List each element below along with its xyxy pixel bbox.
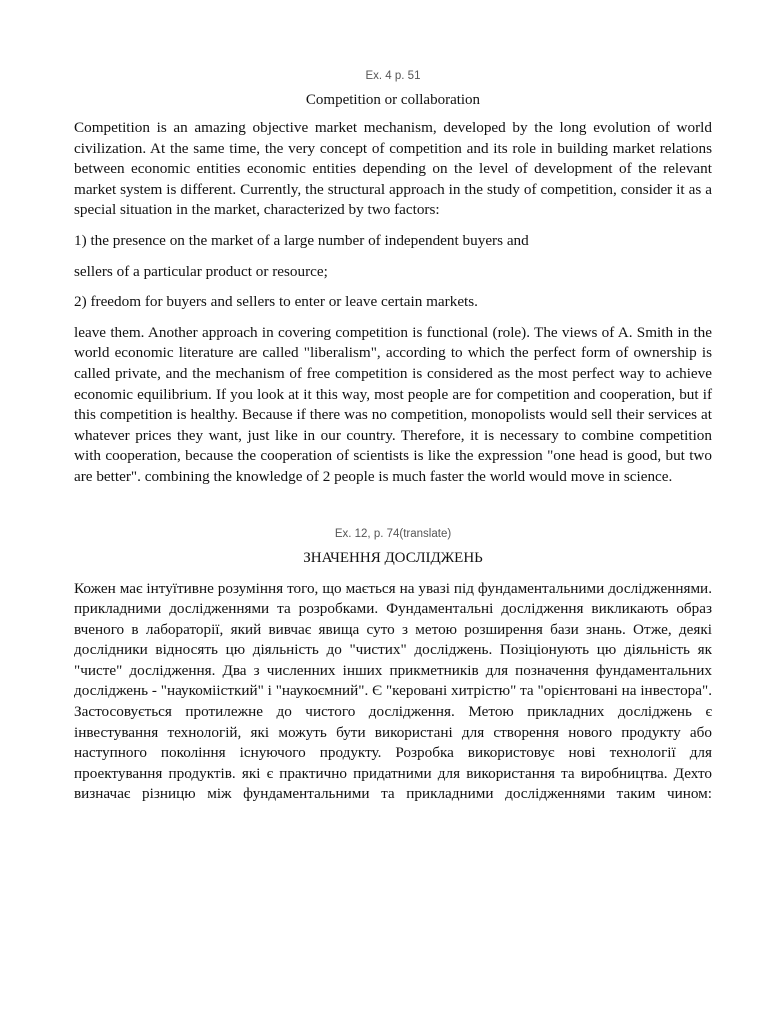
list-item-factor-1-continued: sellers of a particular product or resource; <box>74 262 328 280</box>
section-title-competition: Competition or collaboration <box>305 92 481 108</box>
list-item-factor-2: 2) freedom for buyers and sellers to enter or leave certain markets. <box>74 293 478 311</box>
document-page <box>74 0 712 805</box>
exercise-label-ex12: Ex. 12, p. 74(translate) <box>334 527 452 540</box>
list-item-factor-1: 1) the presence on the market of a large number of independent buyers and <box>74 231 529 249</box>
section-title-research-meaning: ЗНАЧЕННЯ ДОСЛІДЖЕНЬ <box>303 549 483 566</box>
paragraph-competition-intro: Competition is an amazing objective market mechanism, developed by the long evolution of world civilization. At the same time, the very concept of competition and its role in building market relations between economic entities economic entities depending on the level of development of the relevant market system is different. Currently, the structural approach in the study of competition, consider it as a special situation in the market, characterized by two factors: <box>74 119 712 219</box>
paragraph-competition-approaches: leave them. Another approach in covering competition is functional (role). The views of A. Smith in the world economic literature are called "liberalism", according to which the perfect form of ownership is called private, and the mechanism of free competition is considered as the most perfect way to achieve economic equilibrium. If you look at it this way, most people are for competition and cooperation, but if this competition is healthy. Because if there was no competition, monopolists would sell their services at whatever prices they want, just like in our country. Therefore, it is necessary to combine competition with cooperation, because the cooperation of scientists is like the expression "one head is good, but two are better". combining the knowledge of 2 people is much faster the world would move in science. <box>74 323 712 485</box>
exercise-label-ex4: Ex. 4 p. 51 <box>365 70 421 82</box>
paragraph-research-meaning: Кожен має інтуїтивне розуміння того, що мається на увазі під фундаментальними дослідженнями. прикладними дослідженнями та розробками. Фундаментальні дослідження викликають образ вченого в лабораторії, який вивчає явища суто з метою розширення бази знань. Отже, деякі дослідники відносять цю діяльність до "чистих" досліджень. Позіціонують цю діяльність як "чисте" дослідження. Два з численних інших прикметників для позначення фундаментальних досліджень - "наукоміісткий" і "наукоємний". Є "керовані хитрістю" та "орієнтовані на інвестора". Застосовується протилежне до чистого дослідження. Метою прикладних досліджень є інвестування технологій, які можуть бути використані для створення нового продукту або наступного покоління існуючого продукту. Розробка використовує нові технології для проектування продуктів. які є практично придатними для використання та виробництва. Дехто визначає різницю між фундаментальними та прикладними дослідженнями таким чином: <box>74 579 712 803</box>
